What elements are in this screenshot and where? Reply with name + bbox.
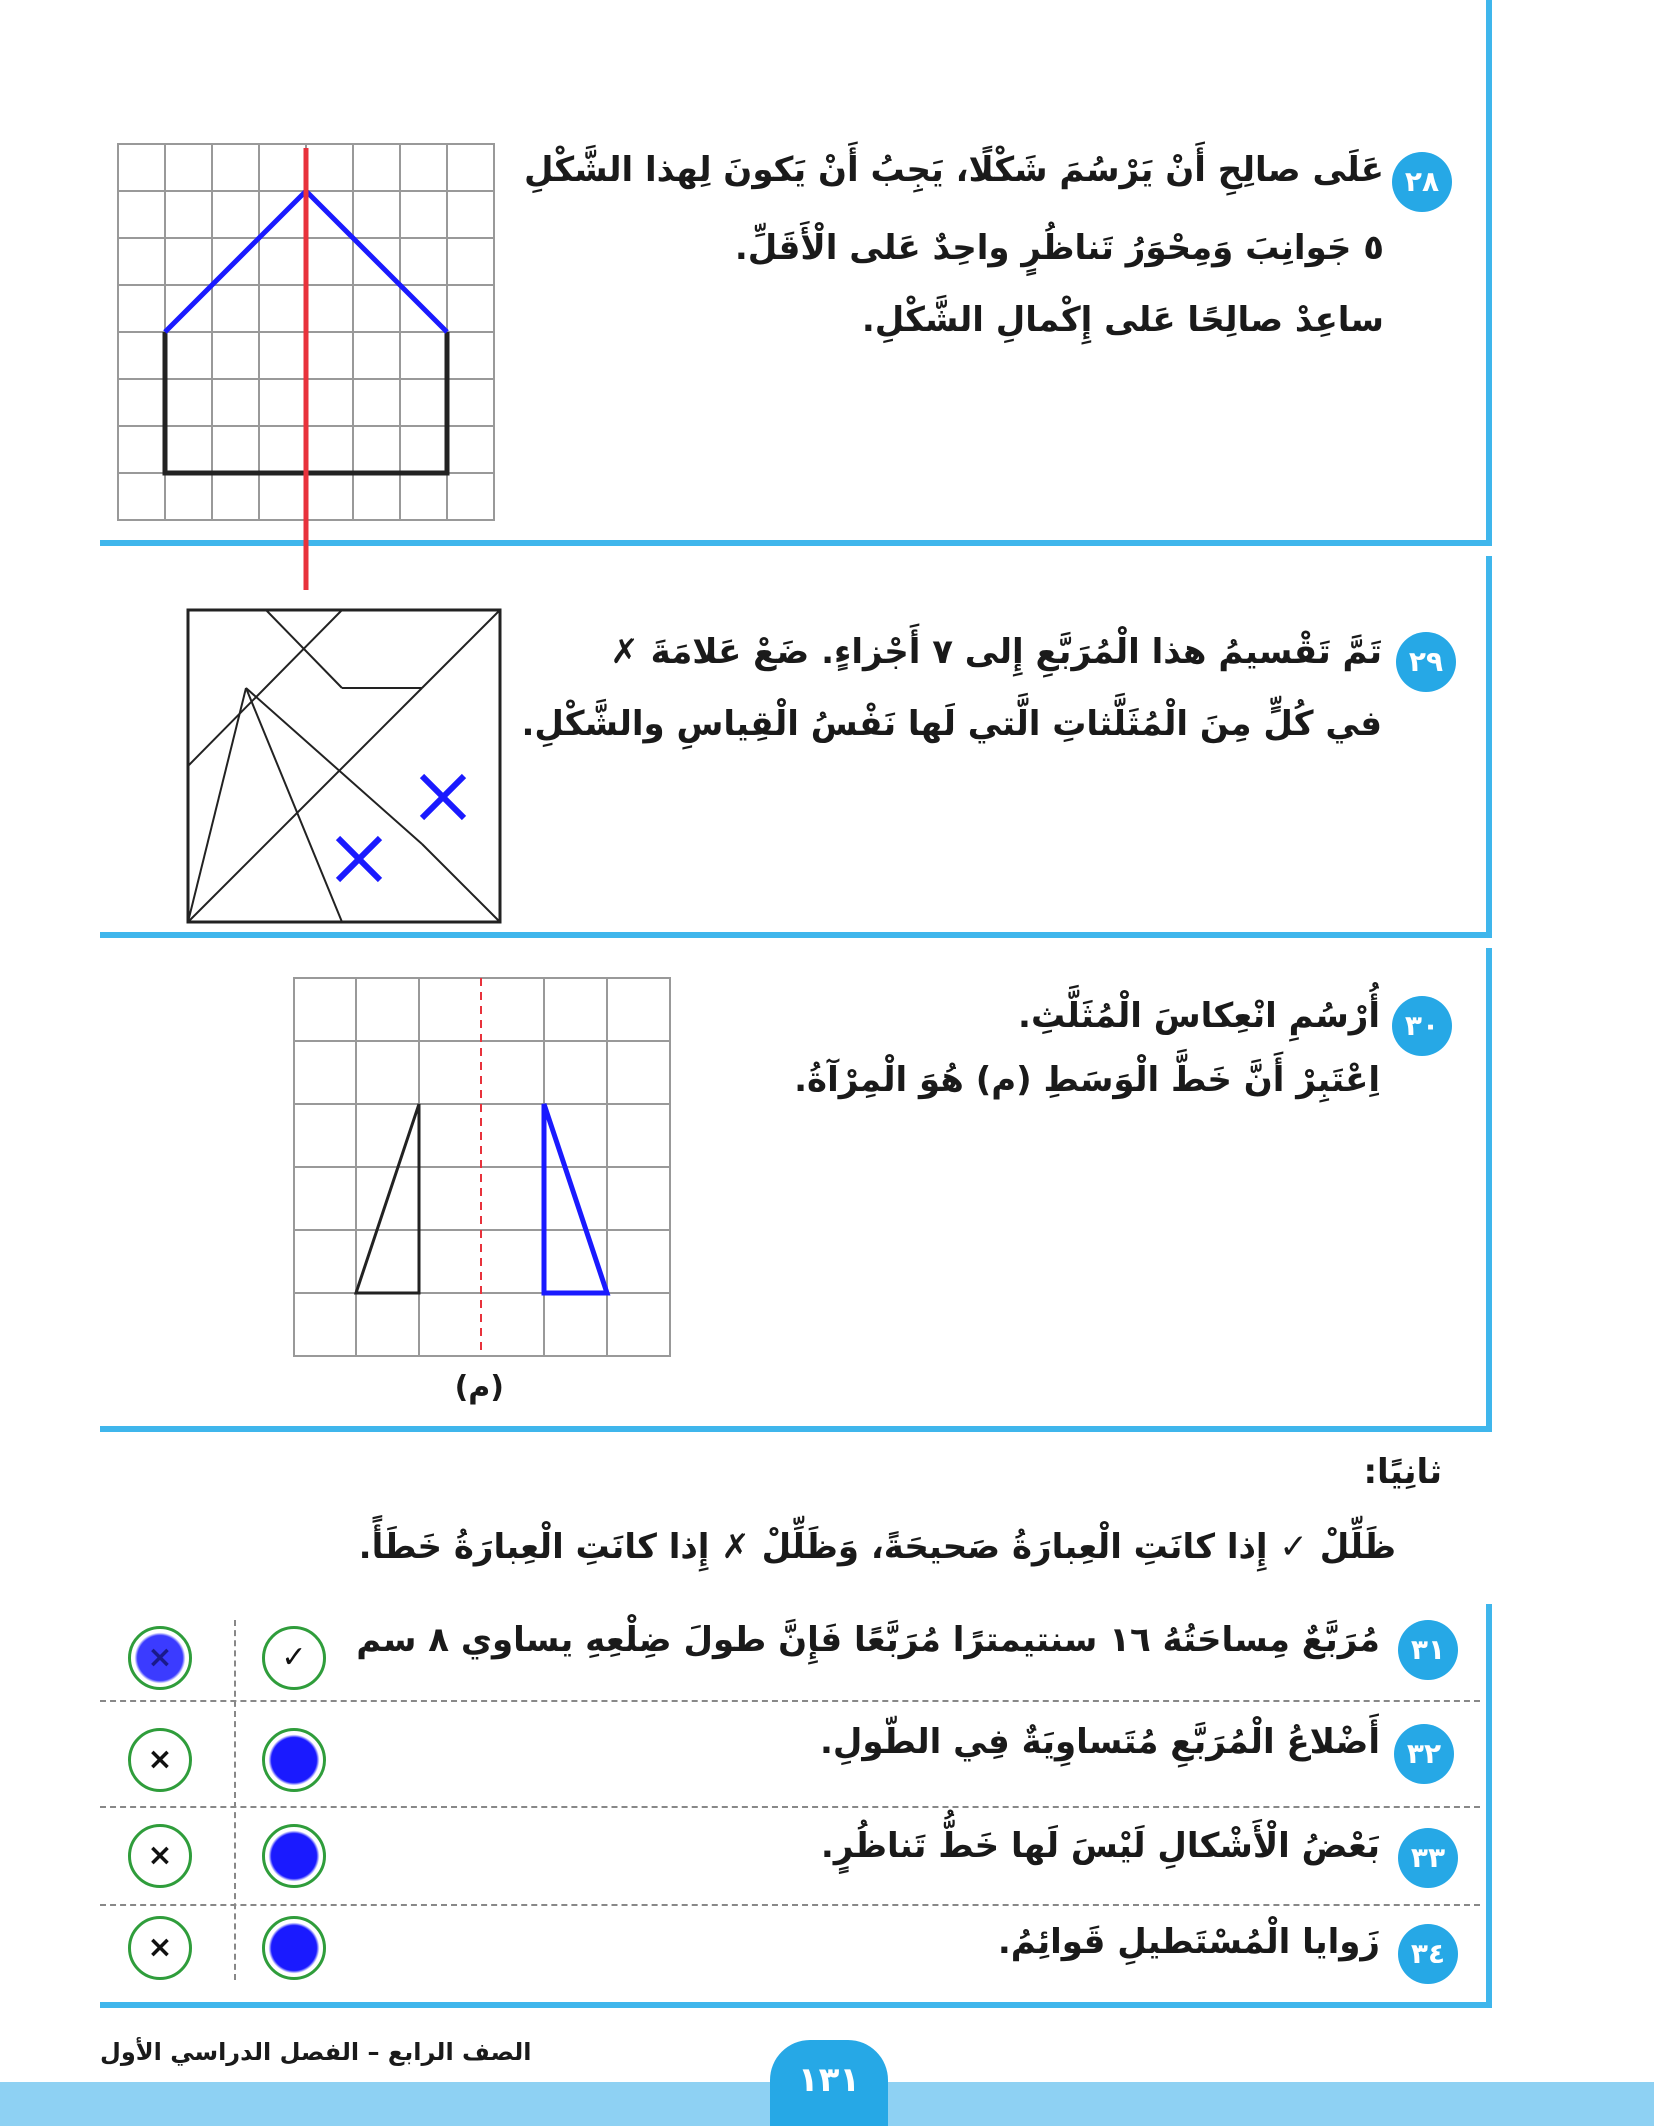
instruction-row	[358, 1514, 1396, 1580]
statement-32-number: ٣٢	[1394, 1724, 1454, 1784]
question-29-line2: في كُلٍّ مِنَ الْمُثَلَّثاتِ الَّتي لَها نَفْسُ الْقِياسِ والشَّكْلِ.	[521, 704, 1382, 744]
mirror-label: (م)	[454, 1370, 504, 1405]
row-divider-1	[100, 1700, 1480, 1702]
original-triangle	[356, 1104, 419, 1293]
footer-grade-label: الصف الرابع – الفصل الدراسي الأول	[100, 2038, 532, 2066]
question-28-line2: ٥ جَوانِبَ وَمِحْوَرُ تَناظُرٍ واحِدٌ عَلى الْأَقَلِّ.	[734, 228, 1384, 268]
statement-34-false-option[interactable]: ×	[128, 1916, 192, 1980]
statement-33-true-option[interactable]	[262, 1824, 326, 1888]
question-29-line1: تَمَّ تَقْسيمُ هذا الْمُرَبَّعِ إِلى ٧ أَجْزاءٍ. ضَعْ عَلامَةَ ✗	[610, 632, 1382, 672]
question-30-number: ٣٠	[1392, 996, 1452, 1056]
question-30-line1: أُرْسُمِ انْعِكاسَ الْمُثَلَّثِ.	[1018, 996, 1380, 1036]
statement-33-number: ٣٣	[1398, 1828, 1458, 1888]
question-30-grid[interactable]	[292, 976, 672, 1362]
question-28-line1: عَلَى صالِحِ أَنْ يَرْسُمَ شَكْلًا، يَجِبُ أَنْ يَكونَ لِهذا الشَّكْلِ	[523, 150, 1384, 190]
statement-32-false-option[interactable]: ×	[128, 1728, 192, 1792]
statement-31-text: مُرَبَّعٌ مِساحَتُهُ ١٦ سنتيمترًا مُرَبَّعًا فَإِنَّ طولَ ضِلْعِهِ يساوي ٨ سم	[356, 1620, 1380, 1660]
reflected-triangle	[544, 1104, 607, 1293]
statement-31-false-option[interactable]: ×	[128, 1626, 192, 1690]
question-28-line3: ساعِدْ صالِحًا عَلى إِكْمالِ الشَّكْلِ.	[861, 300, 1384, 340]
page-number: ١٣١	[770, 2040, 888, 2126]
statement-34-text: زَوايا الْمُسْتَطيلِ قَوائِمُ.	[997, 1922, 1380, 1962]
statement-32-text: أَضْلاعُ الْمُرَبَّعِ مُتَساوِيَةٌ فِي الطّولِ.	[819, 1722, 1380, 1762]
question-30-line2: اِعْتَبِرْ أَنَّ خَطَّ الْوَسَطِ (م) هُوَ الْمِرْآةُ.	[794, 1060, 1380, 1100]
instruction-text: ظَلِّلْ ✓ إِذا كانَتِ الْعِبارَةُ صَحيحَةً، وَظَلِّلْ ✗ إِذا كانَتِ الْعِبارَةُ خَطَأً.	[358, 1527, 1396, 1567]
statement-34-true-option[interactable]	[262, 1916, 326, 1980]
question-29-tangram[interactable]	[186, 608, 502, 924]
statement-31-number: ٣١	[1398, 1620, 1458, 1680]
question-29-number: ٢٩	[1396, 632, 1456, 692]
column-divider	[234, 1620, 236, 1980]
part2-title: ثانِيًا:	[1363, 1452, 1442, 1492]
statement-33-text: بَعْضُ الْأَشْكالِ لَيْسَ لَها خَطُّ تَناظُرٍ.	[820, 1826, 1380, 1866]
statement-34-number: ٣٤	[1398, 1924, 1458, 1984]
row-divider-3	[100, 1904, 1480, 1906]
statement-32-true-option[interactable]	[262, 1728, 326, 1792]
question-28-number: ٢٨	[1392, 152, 1452, 212]
row-divider-2	[100, 1806, 1480, 1808]
question-28-figure[interactable]	[110, 140, 510, 600]
statement-31-true-option[interactable]: ✓	[262, 1626, 326, 1690]
statement-33-false-option[interactable]: ×	[128, 1824, 192, 1888]
